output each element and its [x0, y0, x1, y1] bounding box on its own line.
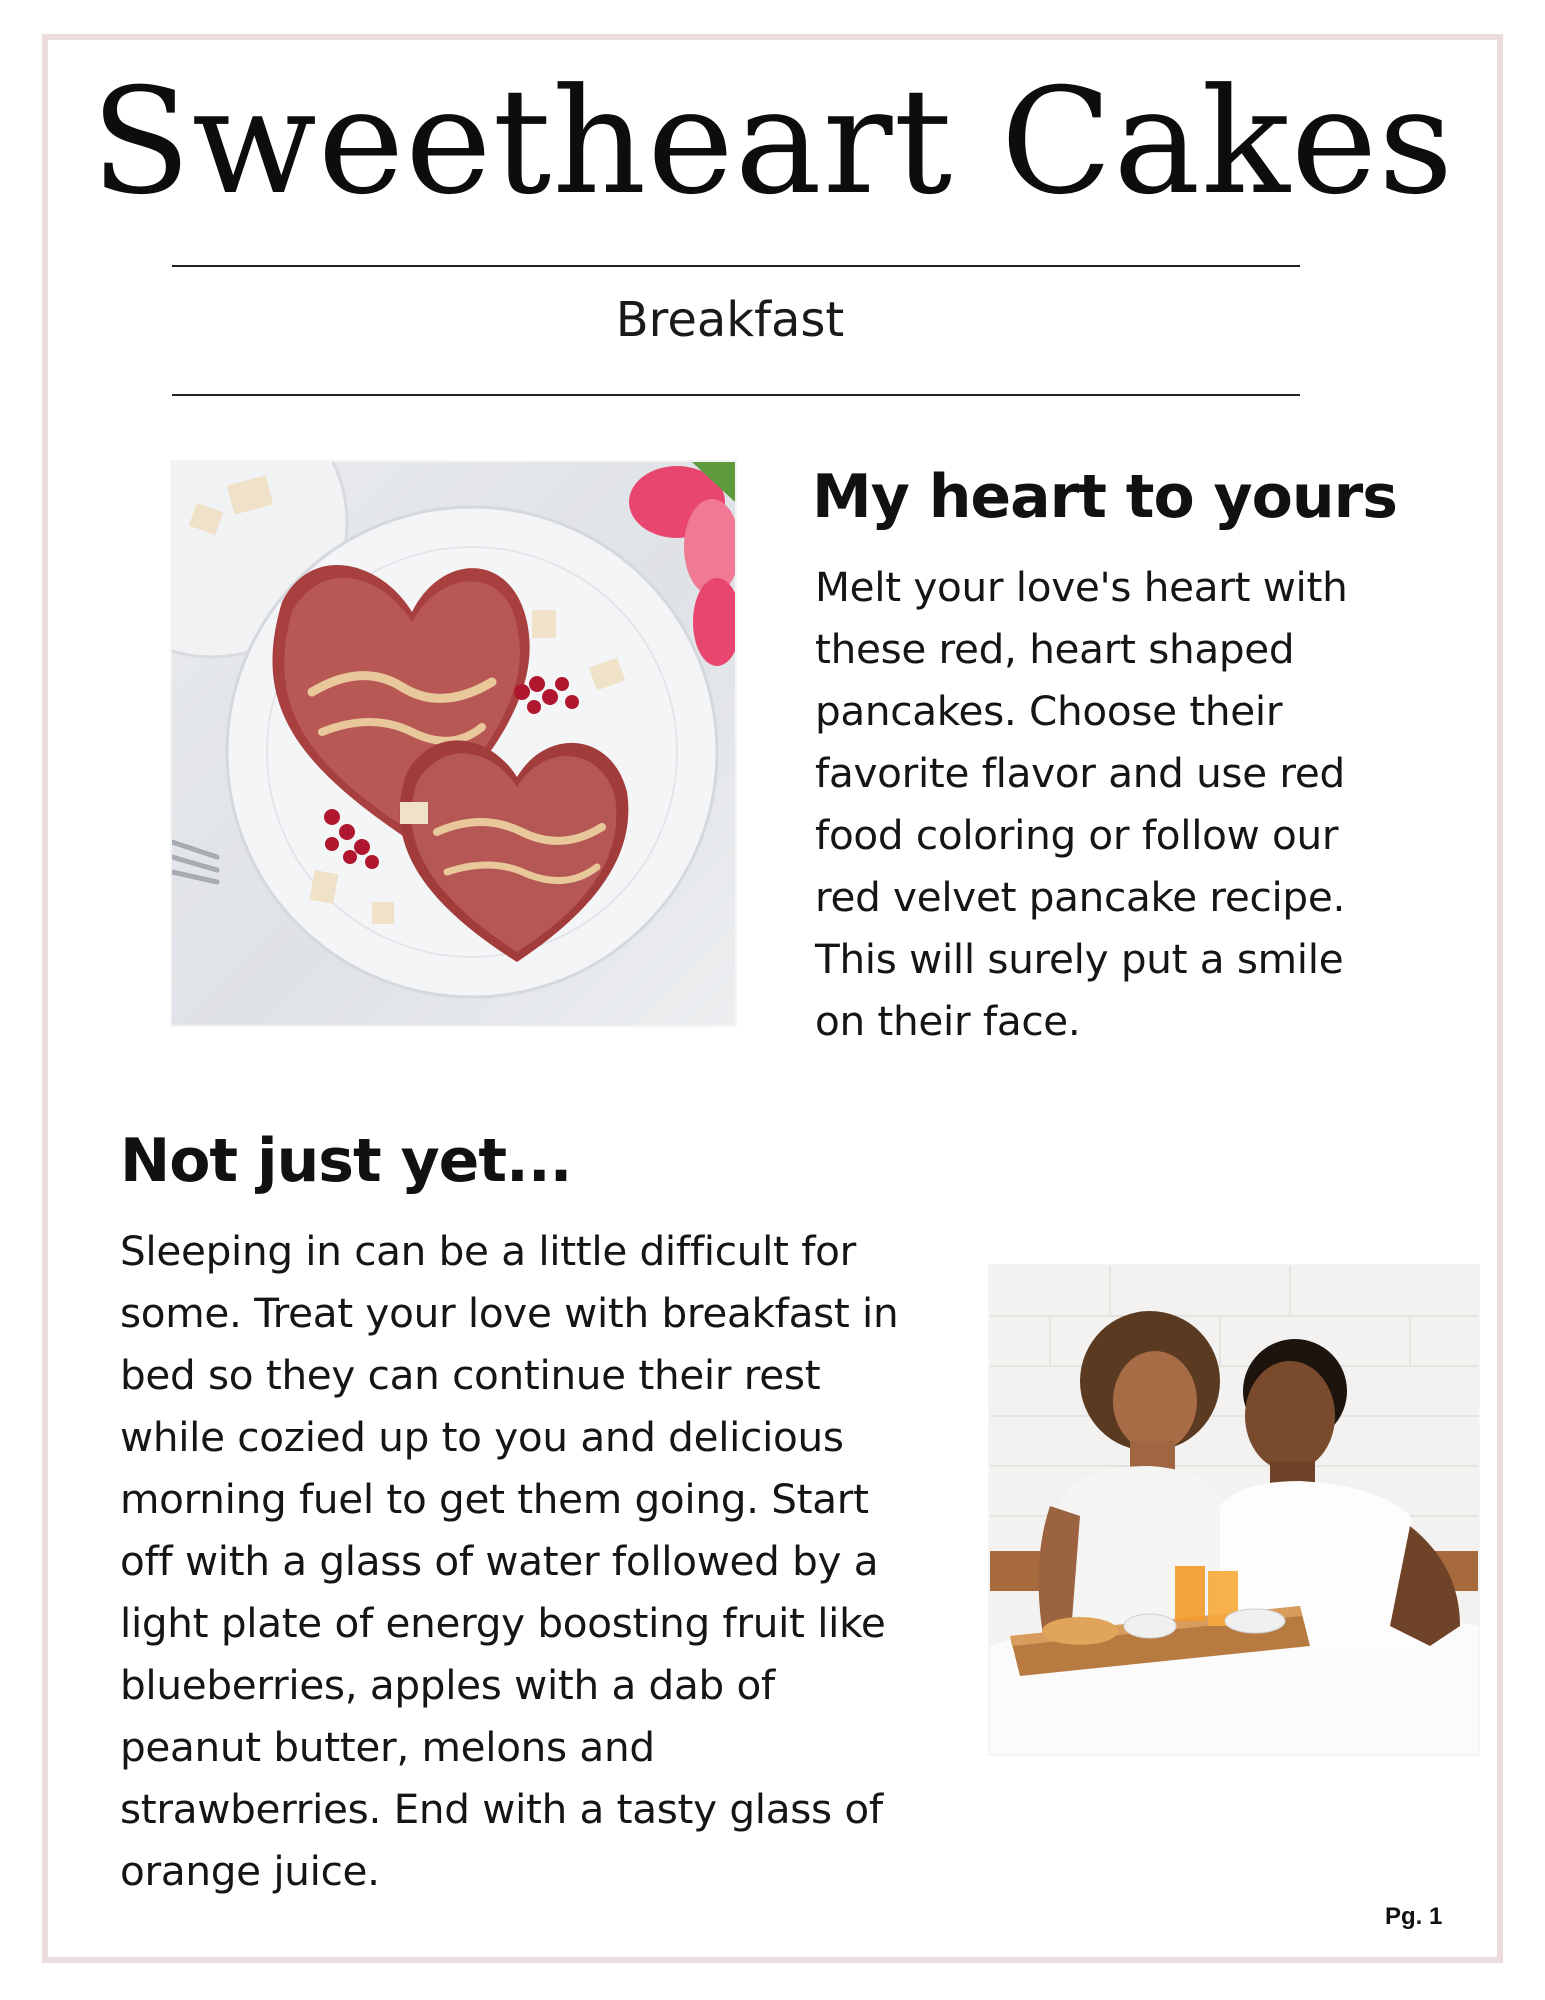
couple-breakfast-illustration [990, 1266, 1478, 1754]
bottom-divider [172, 394, 1300, 396]
heart-pancakes-illustration [172, 462, 735, 1025]
masthead-title: Sweetheart Cakes [90, 57, 1455, 227]
section-label: Breakfast [615, 292, 845, 348]
article-body-not-just-yet: Sleeping in can be a little difficult for some. Treat your love with breakfast in bed so they can continue their rest while cozied up to you and delicious morning fuel to get them going. Start off with a glass of water followed by a light plate of energy boosting fruit like blueberries, apples with a dab of peanut butter, melons and strawberries. End with a tasty glass of orange juice. [120, 1227, 899, 1895]
article-heading-heart: My heart to yours [812, 462, 1397, 532]
heart-pancakes-photo [172, 462, 735, 1025]
couple-breakfast-photo [990, 1266, 1478, 1754]
top-divider [172, 265, 1300, 267]
article-body-heart: Melt your love's heart with these red, heart shaped pancakes. Choose their favorite flavor and use red food coloring or follow our red velvet pancake recipe. This will surely put a smile on their face. [815, 563, 1348, 1045]
page-number: Pg. 1 [1385, 1903, 1443, 1930]
article-heading-not-just-yet: Not just yet... [120, 1126, 572, 1196]
